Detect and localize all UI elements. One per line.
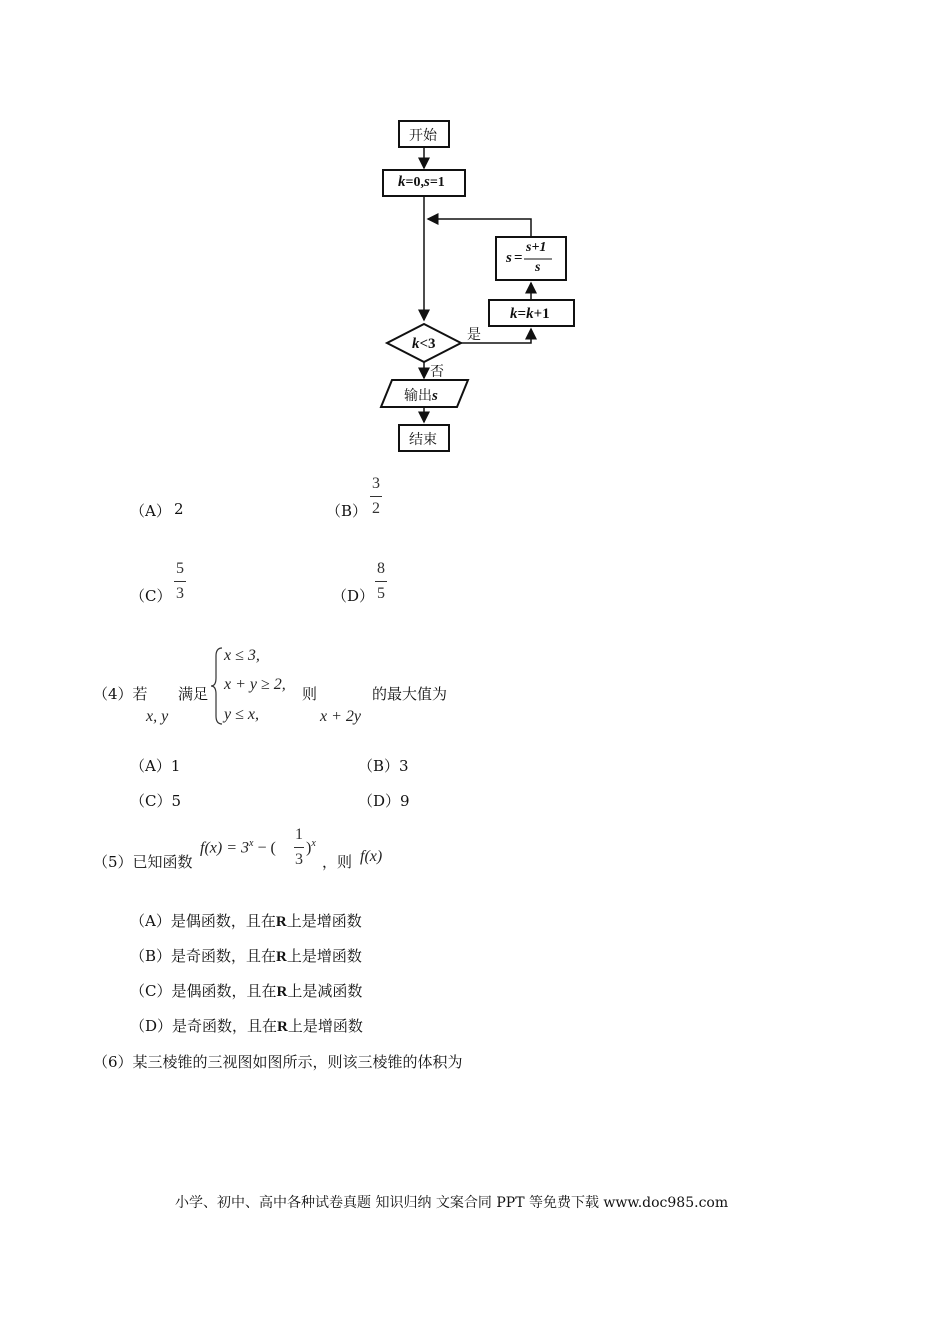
q5-d-pre: （D）是奇函数，且在 <box>130 1017 278 1035</box>
q3-c-num: 5 <box>176 560 184 577</box>
q3-option-c-fraction <box>174 560 186 603</box>
cond-rest: <3 <box>419 336 436 352</box>
cond-k: k <box>412 336 420 352</box>
output-var: s <box>432 388 438 404</box>
q5-sup1: x <box>249 838 254 849</box>
q3-option-c-label: （C） <box>130 587 172 605</box>
q5-option-b <box>130 945 362 966</box>
q5-c-pre: （C）是偶函数，且在 <box>130 982 277 1000</box>
q5-frac-den: 3 <box>295 851 303 868</box>
q5-option-c <box>130 980 362 1001</box>
q4-option-b: （B）3 <box>358 757 409 775</box>
init-s: s <box>423 174 430 190</box>
q5-frac-num: 1 <box>295 826 303 843</box>
q4-then: 则 <box>302 685 318 703</box>
q5-sup2: x <box>311 838 316 849</box>
q6-text: （6）某三棱锥的三视图如图所示，则该三棱锥的体积为 <box>93 1053 463 1071</box>
q4-satisfies: 满足 <box>178 685 209 703</box>
inc-rest: +1 <box>533 306 550 322</box>
q3-option-a-label: （A） <box>130 502 171 520</box>
q5-f-lhs: f(x) = 3 <box>200 839 249 857</box>
q5-minus: − ( <box>253 839 276 857</box>
q5-number: （5）已知函数 <box>93 853 193 871</box>
q4-vars: x, y <box>146 708 169 725</box>
q5-b-post: 上是增函数 <box>286 947 362 965</box>
q3-option-d-fraction <box>375 560 387 603</box>
q5-function <box>200 838 276 857</box>
q3-b-num: 3 <box>372 475 380 492</box>
init-eq: =0, <box>405 175 424 190</box>
q4-constraint-3: y ≤ x, <box>224 706 259 723</box>
update-denominator: s <box>535 260 541 275</box>
q4-option-d: （D）9 <box>358 792 410 810</box>
q3-d-den: 5 <box>377 585 385 602</box>
init-eq2: =1 <box>429 175 445 190</box>
update-numerator: s+1 <box>526 240 547 255</box>
q4-expression: x + 2y <box>320 708 361 725</box>
q5-option-a <box>130 910 362 931</box>
q5-c-post: 上是减函数 <box>287 982 363 1000</box>
q3-option-d-label: （D） <box>332 587 375 605</box>
q3-option-b-label: （B） <box>326 502 368 520</box>
q5-a-post: 上是增函数 <box>286 912 362 930</box>
flowchart <box>0 0 950 470</box>
q3-option-b-fraction <box>370 475 382 518</box>
q5-d-post: 上是增函数 <box>287 1017 363 1035</box>
yes-label: 是 <box>467 327 481 343</box>
condition-label <box>412 334 436 353</box>
q5-option-d <box>130 1015 363 1036</box>
q5-b-R: R <box>276 949 287 965</box>
q3-c-den: 3 <box>176 585 184 602</box>
q5-d-R: R <box>277 1019 288 1035</box>
q5-close <box>306 838 316 857</box>
q5-c-R: R <box>276 984 288 1000</box>
q4-option-c: （C）5 <box>130 792 182 810</box>
no-label: 否 <box>430 364 444 380</box>
q4-option-a: （A）1 <box>130 757 181 775</box>
start-label: 开始 <box>409 128 437 144</box>
increment-label <box>510 304 550 323</box>
init-k: k <box>398 174 406 190</box>
q5-close-paren: ) <box>306 839 312 857</box>
q5-then: ，则 <box>322 853 353 871</box>
inc-k1: k <box>510 306 518 322</box>
q4-brace <box>210 646 224 726</box>
q3-option-a-value: 2 <box>174 500 184 518</box>
q5-fraction <box>294 826 304 869</box>
q4-constraint-2: x + y ≥ 2, <box>224 676 286 693</box>
update-s: s <box>506 250 512 266</box>
q4-number: （4）若 <box>93 685 148 703</box>
inc-k2: k <box>526 306 534 322</box>
output-label <box>404 385 438 405</box>
output-text: 输出 <box>404 388 432 404</box>
q4-ask: 的最大值为 <box>372 685 448 703</box>
q3-b-den: 2 <box>372 500 380 517</box>
q5-a-R: R <box>275 914 287 930</box>
inc-eq: = <box>517 306 527 322</box>
footer-text: 小学、初中、高中各种试卷真题 知识归纳 文案合同 PPT 等免费下载 www.doc985.com <box>175 1195 729 1211</box>
init-label <box>398 174 445 191</box>
q4-constraint-1: x ≤ 3, <box>224 647 260 664</box>
end-label: 结束 <box>409 432 437 448</box>
q5-b-pre: （B）是奇函数，且在 <box>130 947 277 965</box>
q5-a-pre: （A）是偶函数，且在 <box>130 912 276 930</box>
update-eq: = <box>514 250 523 266</box>
q3-d-num: 8 <box>377 560 385 577</box>
q5-fx: f(x) <box>360 848 383 865</box>
